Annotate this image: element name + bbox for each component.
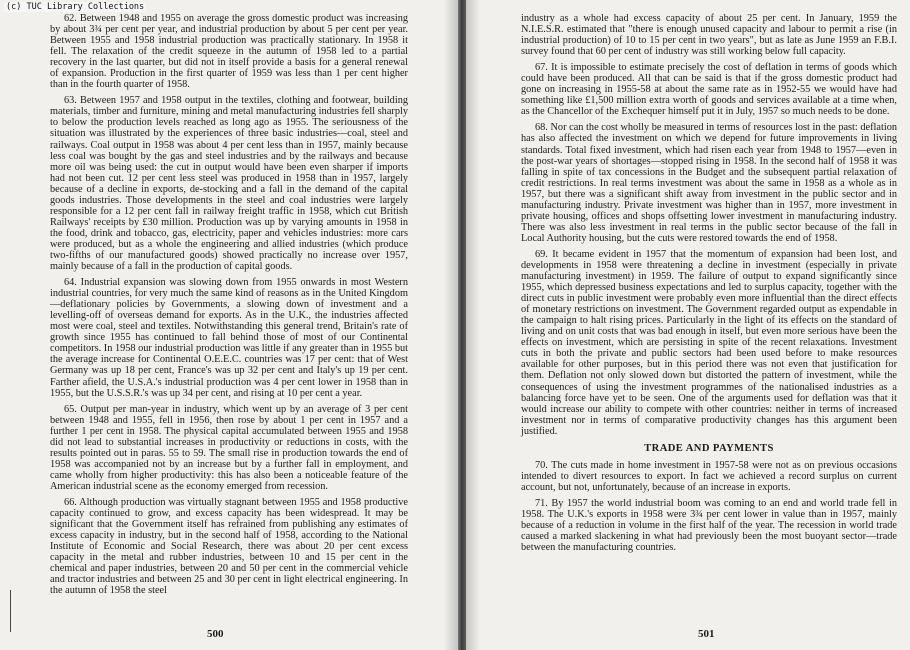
paragraph-64: 64. Industrial expansion was slowing down from 1955 onwards in most Western industrial countries, for very much the same kind of reasons as in the United Kingdom—deflationary policies by Governments, a slowing down of investment and a levelling-off of overseas demand for exports. As in the U.K., the industries affected most were coal, steel and textiles. Notwithstanding this general trend, Britain's rate of growth since 1955 has continued to fall behind those of most of our Continental competitors. In 1958 our industrial production was little if any greater than in 1955 but the average increase for Continental O.E.E.C. countries was 17 per cent: that of West Germany was up 18 per cent, France's was up 32 per cent and Italy's up 19 per cent. Farther afield, the U.S.A.'s industrial production was 4 per cent lower in 1958 than in 1955, but the U.S.S.R.'s was up 34 per cent, and rising at 10 per cent a year. xyxy=(50,277,408,399)
paragraph-70: 70. The cuts made in home investment in 1957-58 were not as on previous occasions intended to divert resources to export. In fact we achieved a record surplus on current account, but not, unfortunately, because of an increase in exports. xyxy=(521,459,897,493)
paragraph-66: 66. Although production was virtually stagnant between 1955 and 1958 productive capacity continued to grow, and excess capacity has been widespread. It may be significant that the Government itself has refrained from publishing any estimates of excess capacity in industry, but in the second half of 1958, according to the National Institute of Economic and Social Research, there was about 20 per cent excess capacity in the metal and rubber industries, between 10 and 15 per cent in the chemical and paper industries, between 20 and 50 per cent in the commercial vehicle and tractor industries and between 25 and 30 per cent in light electrical engineering. In the autumn of 1958 the steel xyxy=(50,496,408,597)
section-heading-trade-and-payments: TRADE AND PAYMENTS xyxy=(644,442,774,454)
paragraph-63: 63. Between 1957 and 1958 output in the textiles, clothing and footwear, building materials, timber and furniture, mining and metal manufacturing industries fell sharply to below the production levels reached as long ago as 1955. The seriousness of the situation was illustrated by the experiences of three basic industries—coal, steel and railways. Coal output in 1958 was about 4 per cent less than in 1957, mainly because less coal was bought by the gas and steel industries and by the railways and because more oil was being used: the cut in output would have been even sharper if imports had not been cut. 12 per cent less steel was produced in 1958 than in 1957, largely because of a decline in exports, de-stocking and a fall in the demand of the capital goods industries. Those developments in the steel and coal industries were largely responsible for a 12 per cent fall in railway freight traffic in 1958, which cut British Railways' receipts by £30 million. Production was up by varying amounts in 1958 in the food, drink and tobacco, gas, electricity, paper and vehicles industries: more cars were produced, but as a whole the engineering and allied industries (which produce two-fifths of our manufactured goods) showed practically no increase over 1957, mainly because of a fall in the production of capital goods. xyxy=(50,95,408,273)
paragraph-66-continued: industry as a whole had excess capacity of about 25 per cent. In January, 1959 the N.I.E.S.R. estimated that "there is enough unused capacity and labour to permit a rise (in industrial production) of 10 to 15 per cent in two years", but as late as June 1959 an F.B.I. survey found that 60 per cent of industry was still working below full capacity. xyxy=(521,13,897,58)
left-page-number: 500 xyxy=(207,628,224,640)
paragraph-67: 67. It is impossible to estimate precisely the cost of deflation in terms of goods which could have been produced. All that can be said is that if the gross domestic product had gone on increasing in 1955-58 at about the same rate as in 1952-55 we would have had something like £1,500 million extra worth of goods and services available at a time when, as the Chancellor of the Exchequer himself put it in July, 1957 so much needs to be done. xyxy=(521,62,897,118)
right-page-number: 501 xyxy=(698,628,715,640)
margin-mark xyxy=(10,590,11,632)
paragraph-71: 71. By 1957 the world industrial boom was coming to an end and world trade fell in 1958. The U.K.'s exports in 1958 were 3¾ per cent lower in value than in 1957, mainly because of a reduction in volume in the first half of the year. The recession in world trade caused a marked slackening in what had previously been the most buoyant sector—trade between the manufacturing countries. xyxy=(521,497,897,554)
paragraph-69: 69. It became evident in 1957 that the momentum of expansion had been lost, and developments in 1958 were threatening a decline in investment (especially in private manufacturing investment) in 1959. The failure of output to expand significantly since 1955, which depressed business expectations and led to surplus capacity, together with the direct cuts in public investment were probably even more influential than the direct effects of monetary restrictions on investment. The Government regarded output as expendable in the campaign to halt rising prices. Particularly in the light of its effects on the standard of living and on unit costs that was bad enough in itself, but even more serious have been the effects on investment, which are persisting in spite of the recent relaxations. Investment cuts in both the private and public sectors had been used before to make resources available for other purposes, but in this period there was not even that justification for them. Deflation not only slowed down but distorted the pattern of investment, while the consequences of using the investment programmes of the nationalised industries as a balancing force have yet to be seen. One of the arguments used for deflation was that it would increase our ability to compete with other countries: neither in terms of increased investment nor in terms of comparative productivity changes has this argument been justified. xyxy=(521,248,897,437)
paragraph-62: 62. Between 1948 and 1955 on average the gross domestic product was increasing by about 3¾ per cent per year, and industrial production by about 5 per cent per year. Between 1955 and 1958 industrial production was practically stationary. In 1958 it fell. The relaxation of the credit squeeze in the autumn of 1958 led to a partial recovery in the last quarter, but did not in itself provide a basis for a general renewal of expansion. Production in the first quarter of 1959 was less than 1 per cent higher than in the fourth quarter of 1958. xyxy=(50,13,408,91)
collection-watermark: (c) TUC Library Collections xyxy=(6,2,145,12)
paragraph-65: 65. Output per man-year in industry, which went up by an average of 3 per cent between 1948 and 1955, fell in 1956, then rose by about 1 per cent in 1957 and a further 1 per cent in 1958. The physical capital accumulated between 1955 and 1958 did not lead to substantial increases in productivity or reductions in costs, with the results pointed out in paras. 55 to 59. The small rise in production towards the end of 1958 was accompanied not by an increase but by a further fall in employment, and came wholly from higher productivity: this has also been a noticeable feature of the American industrial scene as the economy emerged from recession. xyxy=(50,403,408,492)
book-gutter xyxy=(458,0,466,650)
left-text-column xyxy=(50,13,408,601)
right-text-column xyxy=(521,13,897,558)
right-page xyxy=(466,0,910,650)
paragraph-68: 68. Nor can the cost wholly be measured in terms of resources lost in the past: deflation has also affected the investment on which we depend for future improvements in living standards. Total fixed investment, which had risen each year from 1948 to 1957—even in the post-war years of shortages—stopped rising in 1958. In the second half of 1958 it was falling in spite of tax concessions in the Budget and the subsequent partial relaxation of credit restrictions. In real terms investment was about the same in 1958 as a whole as in 1957, but there was a significant shift away from investment in the public sector and in manufacturing industry. Private investment was higher than in 1957, more investment in private housing, offices and shops offsetting lower investment in manufacturing industry. There was also less investment in real terms in the public sector because of the fall in Local Authority housing, but the cuts were restored towards the end of 1958. xyxy=(521,122,897,244)
